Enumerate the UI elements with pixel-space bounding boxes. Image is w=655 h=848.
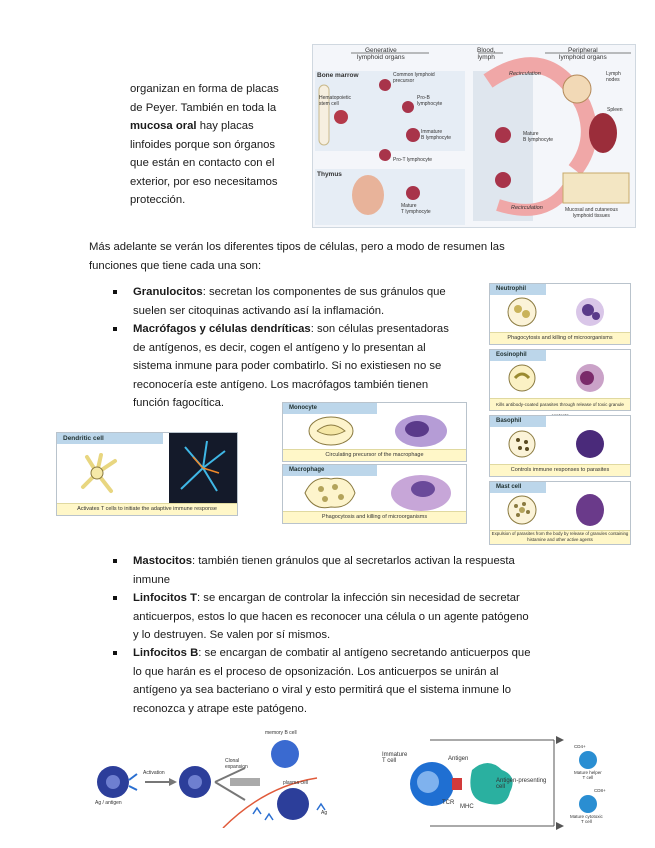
summary-paragraph [89,238,609,275]
bullet-bold: Linfocitos T [133,592,198,604]
bullet-line: y lo destruyen. Se valen por sí mismos. [133,629,331,641]
summary-line: funciones que tiene cada una son: [89,259,262,272]
bullet-bold: Mastocitos [133,555,193,567]
activation-label: Activation [143,770,165,776]
neutrophil-title: Neutrophil [490,284,546,295]
antigen-label: Ag / antigen [95,800,122,806]
bcell-activation-figure [85,724,345,828]
monocyte-caption: Circulating precursor of the macrophage [283,449,466,461]
intro-line: protección. [130,194,186,206]
macrophage-caption: Phagocytosis and killing of microorganisms [283,511,466,523]
bullet-line: sistema inmune para poder combatirlo. Si no existiesen no se [133,360,442,372]
bullet-line: función fagocítica. [133,397,225,409]
lymph-label: Lymph nodes [606,71,621,83]
bullet-bold: Linfocitos B [133,647,199,659]
lymphoid-organs-drawing [313,45,635,227]
bullet-marker [113,327,117,331]
neutrophil-panel [489,283,631,345]
monocyte-title: Monocyte [283,403,377,414]
bullet-line: suelen ser citoquinas activando así la inflamación. [133,304,385,317]
mucosal-label: Mucosal and cutaneous lymphoid tissues [565,207,618,219]
monocyte-panel [282,402,467,462]
bullet-line: anticuerpos, estos lo que hacen es reconocer una célula o un agente patógeno [133,610,529,623]
col1-title: Generative lymphoid organs [357,47,405,61]
intro-bold: mucosa oral [130,120,197,132]
antigen-label: Antigen [448,756,469,762]
bcell-drawing [85,724,345,828]
cd4-label: CD4+ [574,744,586,749]
lymphoid-organs-figure [312,44,636,228]
intro-line: linfoides porque son órganos [130,138,276,151]
bullet-marker [113,290,117,294]
eosinophil-title: Eosinophil [490,350,546,361]
neutrophil-caption: Phagocytosis and killing of microorganisms [490,332,630,344]
bullet-line [133,644,531,663]
cd8-label: CD8+ [594,788,606,793]
bullet-rest: : también tienen gránulos que al secretarlos activan la respuesta [192,555,515,567]
bullet-bold: Macrófagos y células dendríticas [133,323,311,335]
bullet-text [133,552,515,589]
bullet-text [133,589,529,645]
intro-paragraph [130,80,310,210]
tcr-label: TCR [442,800,455,806]
memory-label: memory B cell [265,730,297,736]
macrophage-panel [282,464,467,524]
bullet-text [133,644,531,718]
col3-title: Peripheral lymphoid organs [559,47,607,61]
eosinophil-caption: Kills antibody-coated parasites through release of toxic granule [490,398,630,410]
bullet-line: inmune [133,573,171,586]
mast-cell-title: Mast cell [490,482,546,493]
hsc-label: Hematopoietic stem cell [319,95,351,107]
bullet-marker [113,651,117,655]
bullet-text [133,283,446,320]
thymus-label: Thymus [317,171,342,178]
tcell-presentation-figure [378,730,636,830]
helper-label: Mature helper T cell [574,770,602,780]
mhc-label: MHC [460,804,474,810]
bullet-text [133,320,449,413]
bullet-marker [113,559,117,563]
bullet-marker [113,596,117,600]
bullet-rest: : se encargan de combatir al antígeno secretando anticuerpos que [198,647,531,659]
bullet-rest: : son células presentadoras [310,323,449,335]
basophil-title: Basophil [490,416,546,427]
dendritic-caption: Activates T cells to initiate the adaptive immune response [57,503,237,515]
bone-marrow-label: Bone marrow [317,72,359,79]
intro-after-bold: hay placas [196,120,254,132]
bullet-line: reconocería este antígeno. Los macrófagos también tienen [133,378,429,391]
bullet-bold: Granulocitos [133,286,203,298]
clp-label: Common lymphoid precursor [393,72,435,84]
prob-label: Pro-B lymphocyte [417,95,443,107]
matb-label: Mature B lymphocyte [523,131,554,143]
basophil-caption: Controls immune responses to parasites [490,464,630,476]
intro-line: exterior, por eso necesitamos [130,175,278,188]
bullet-line [133,552,515,571]
intro-line: que están en contacto con el [130,157,275,169]
intro-line [130,117,310,136]
ag-label: Ag [321,810,328,816]
bullet-line [133,283,446,302]
basophil-panel [489,415,631,477]
clonal-label: Clonal expansion [225,758,248,770]
intro-line: de Peyer. También en toda la [130,101,277,114]
immb-label: Immature B lymphocyte [421,129,452,141]
plasma-label: plasma cell [283,780,309,786]
immature-tcell-label: Immature T cell [382,752,408,764]
cytotoxic-label: Mature cytotoxic T cell [570,814,603,824]
bullet-rest: : se encargan de controlar la infección sin necesidad de secretar [197,592,520,604]
bullet-line: lo que harán es el proceso de opsonización. Los anticuerpos se unirán al [133,665,499,678]
eosinophil-panel [489,349,631,411]
dendritic-title: Dendritic cell [57,433,163,444]
col2-title: Blood, lymph [477,47,496,61]
bullet-line [133,320,449,339]
spleen-label: Spleen [607,107,623,113]
summary-line: Más adelante se verán los diferentes tipos de células, pero a modo de resumen las [89,241,505,253]
bullet-line: de antígenos, es decir, cogen el antígeno y lo presentan al [133,341,426,354]
dendritic-cell-panel [56,432,238,516]
apc-label: Antigen-presenting cell [496,778,547,790]
macrophage-title: Macrophage [283,465,377,476]
bullet-rest: : secretan los componentes de sus gránulos que [202,286,446,298]
prot-label: Pro-T lymphocyte [393,157,433,163]
recirc-label-top: Recirculation [509,71,541,77]
bullet-line [133,589,529,608]
bullet-line: antígeno ya sea bacteriano o viral y esto permitirá que el sistema inmune lo [133,684,512,696]
mast-cell-caption: Expulsion of parasites from the body by release of granules containing histamine and other active agents [490,530,630,544]
mast-cell-panel [489,481,631,545]
recirc-label-bottom: Recirculation [511,205,543,211]
bullet-line: reconozca y atrape este patógeno. [133,702,307,715]
matt-label: Mature T lymphocyte [401,203,431,215]
intro-line: organizan en forma de placas [130,83,279,95]
